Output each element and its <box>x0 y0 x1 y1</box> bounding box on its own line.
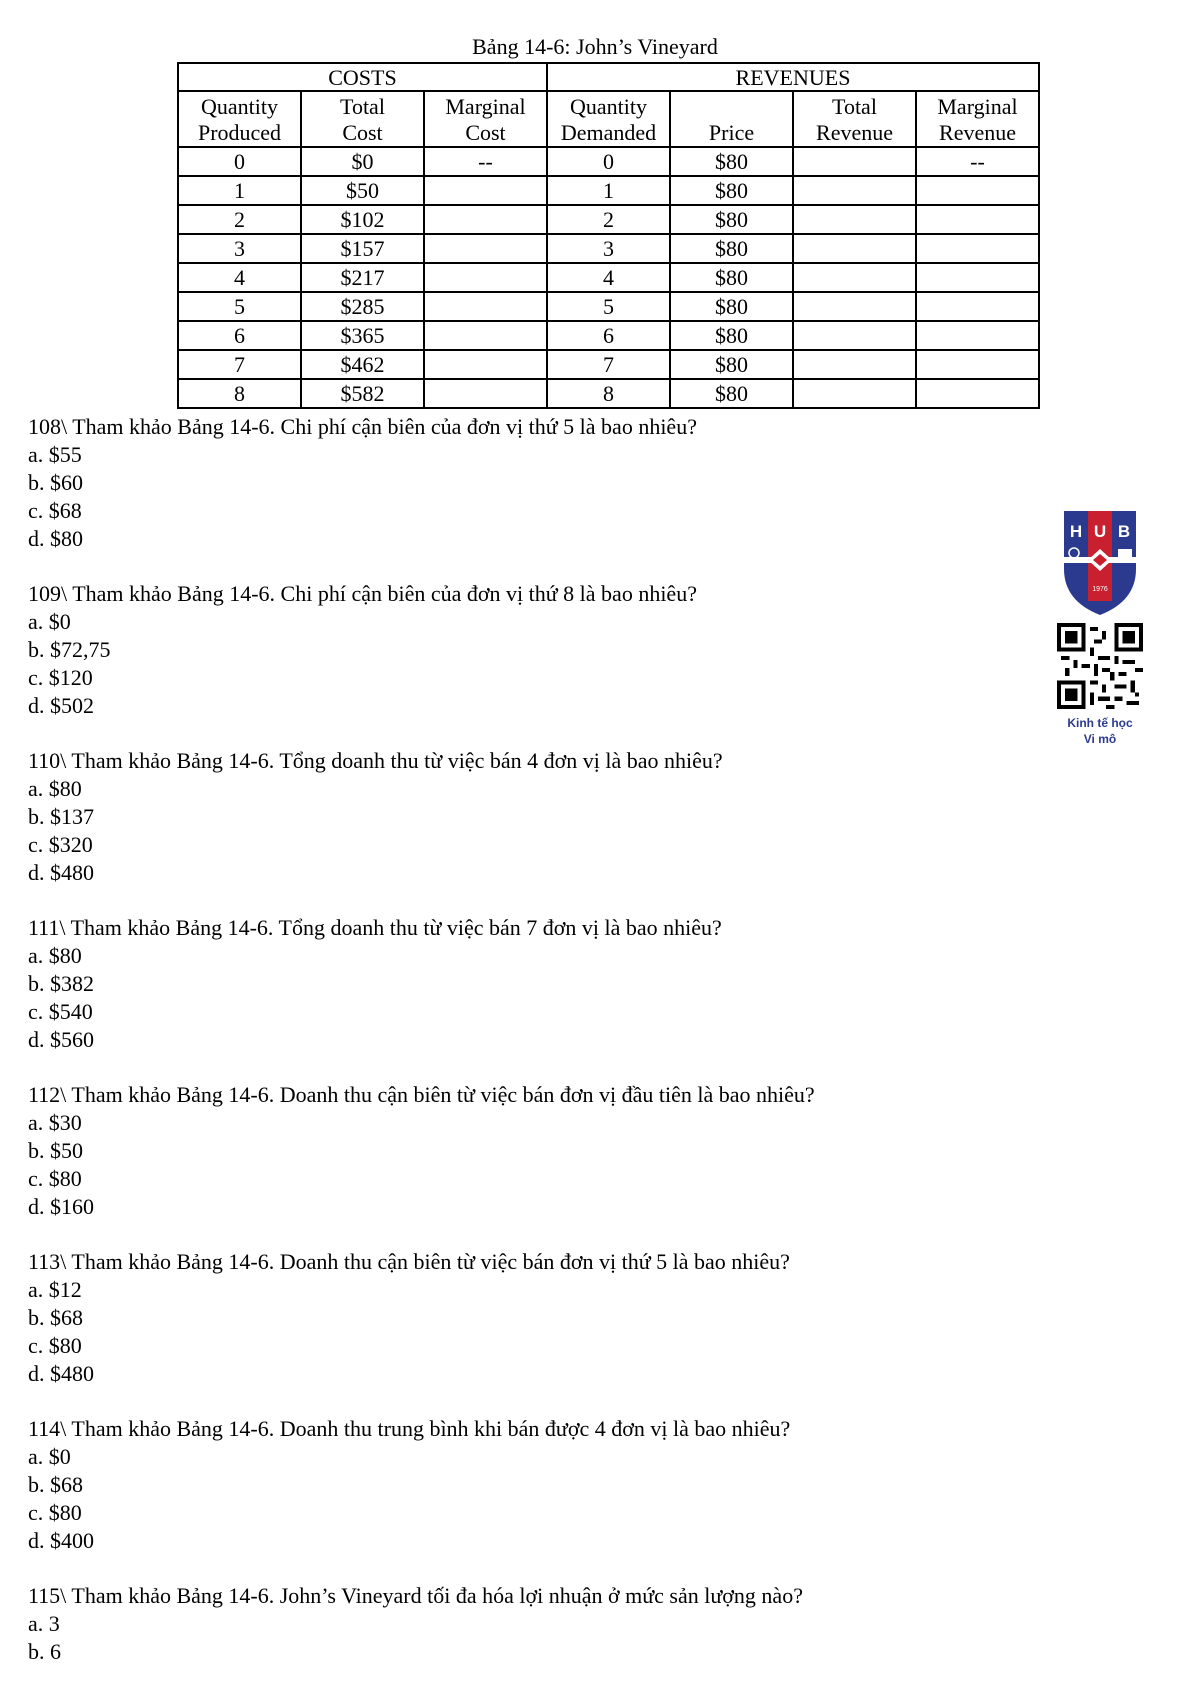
table-cell: 0 <box>178 147 301 176</box>
table-cell <box>793 379 916 408</box>
question-block <box>28 914 1028 1054</box>
table-cell: $365 <box>301 321 424 350</box>
vineyard-table <box>177 62 1040 409</box>
column-header <box>793 91 916 147</box>
course-caption-line2: Vi mô <box>1083 732 1117 746</box>
question-list <box>28 413 1028 1693</box>
svg-text:B: B <box>1117 522 1131 541</box>
svg-text:H: H <box>1069 522 1083 541</box>
question-block <box>28 1582 1028 1666</box>
table-cell: 2 <box>178 205 301 234</box>
course-caption <box>1040 715 1160 747</box>
table-cell: 8 <box>547 379 670 408</box>
table-cell: 1 <box>547 176 670 205</box>
table-cell <box>793 234 916 263</box>
table-cell: 1 <box>178 176 301 205</box>
table-row <box>178 321 1039 350</box>
answer-option: b. $60 <box>28 470 83 495</box>
answer-option: b. $72,75 <box>28 637 111 662</box>
question-text: 109\ Tham khảo Bảng 14-6. Chi phí cận biên của đơn vị thứ 8 là bao nhiêu? <box>28 581 697 606</box>
table-cell: $80 <box>670 234 793 263</box>
answer-option: b. 6 <box>28 1639 61 1664</box>
table-cell <box>793 350 916 379</box>
question-block <box>28 1248 1028 1388</box>
table-cell <box>793 147 916 176</box>
table-cell: $80 <box>670 379 793 408</box>
table-cell <box>424 321 547 350</box>
answer-option: d. $480 <box>28 1361 94 1386</box>
table-cell: 4 <box>547 263 670 292</box>
table-cell: $80 <box>670 263 793 292</box>
answer-option: c. $80 <box>28 1166 82 1191</box>
column-header-line: Revenue <box>816 120 893 145</box>
answer-option: c. $540 <box>28 999 93 1024</box>
column-header-line: Demanded <box>560 120 657 145</box>
table-cell: $285 <box>301 292 424 321</box>
answer-option: a. $55 <box>28 442 82 467</box>
column-header-line: Quantity <box>201 94 278 119</box>
table-row <box>178 205 1039 234</box>
table-cell <box>424 234 547 263</box>
table-cell <box>424 263 547 292</box>
svg-text:U: U <box>1093 522 1107 541</box>
answer-option: a. $80 <box>28 943 82 968</box>
column-header-line: Marginal <box>937 94 1018 119</box>
answer-option: c. $320 <box>28 832 93 857</box>
table-cell: $0 <box>301 147 424 176</box>
question-text: 110\ Tham khảo Bảng 14-6. Tổng doanh thu từ việc bán 4 đơn vị là bao nhiêu? <box>28 748 723 773</box>
table-cell: $102 <box>301 205 424 234</box>
table-row <box>178 176 1039 205</box>
answer-option: d. $80 <box>28 526 83 551</box>
table-row <box>178 350 1039 379</box>
table-cell <box>793 321 916 350</box>
answer-option: d. $560 <box>28 1027 94 1052</box>
table-cell <box>424 205 547 234</box>
table-cell: $80 <box>670 176 793 205</box>
costs-group-header: COSTS <box>178 63 547 91</box>
answer-option: b. $68 <box>28 1472 83 1497</box>
column-header-line: Marginal <box>445 94 526 119</box>
table-title: Bảng 14-6: John’s Vineyard <box>472 34 718 59</box>
table-cell <box>424 176 547 205</box>
course-caption-line1: Kinh tế học <box>1067 716 1133 730</box>
column-header <box>916 91 1039 147</box>
table-cell: $582 <box>301 379 424 408</box>
answer-option: c. $80 <box>28 1500 82 1525</box>
question-block <box>28 1081 1028 1221</box>
column-header-line: Produced <box>197 120 282 145</box>
table-cell: $157 <box>301 234 424 263</box>
table-row <box>178 147 1039 176</box>
answer-option: a. 3 <box>28 1611 60 1636</box>
answer-option: d. $400 <box>28 1528 94 1553</box>
table-row <box>178 263 1039 292</box>
table-cell <box>916 379 1039 408</box>
question-text: 108\ Tham khảo Bảng 14-6. Chi phí cận biên của đơn vị thứ 5 là bao nhiêu? <box>28 414 697 439</box>
table-cell: 7 <box>547 350 670 379</box>
question-text: 114\ Tham khảo Bảng 14-6. Doanh thu trung bình khi bán được 4 đơn vị là bao nhiêu? <box>28 1416 791 1441</box>
table-row <box>178 292 1039 321</box>
table-cell <box>916 205 1039 234</box>
column-header <box>178 91 301 147</box>
hub-logo-icon <box>1058 505 1142 617</box>
question-text: 111\ Tham khảo Bảng 14-6. Tổng doanh thu từ việc bán 7 đơn vị là bao nhiêu? <box>28 915 722 940</box>
answer-option: b. $382 <box>28 971 94 996</box>
table-cell: 0 <box>547 147 670 176</box>
table-cell: 2 <box>547 205 670 234</box>
table-cell: 8 <box>178 379 301 408</box>
table-cell: 5 <box>178 292 301 321</box>
answer-option: b. $68 <box>28 1305 83 1330</box>
svg-text:1976: 1976 <box>1092 586 1108 593</box>
table-cell <box>424 379 547 408</box>
table-cell <box>793 292 916 321</box>
table-cell <box>916 321 1039 350</box>
answer-option: b. $50 <box>28 1138 83 1163</box>
answer-option: c. $68 <box>28 498 82 523</box>
column-header-line: Total <box>340 94 385 119</box>
qr-code-icon <box>1057 623 1143 709</box>
table-cell: $50 <box>301 176 424 205</box>
question-block <box>28 747 1028 887</box>
table-row <box>178 234 1039 263</box>
answer-option: a. $0 <box>28 1444 71 1469</box>
table-row <box>178 379 1039 408</box>
table-cell: 5 <box>547 292 670 321</box>
column-header <box>301 91 424 147</box>
table-cell: $462 <box>301 350 424 379</box>
column-header-line: Total <box>832 94 877 119</box>
table-cell: 4 <box>178 263 301 292</box>
table-cell: $80 <box>670 350 793 379</box>
column-header-line: Quantity <box>570 94 647 119</box>
table-cell: 6 <box>178 321 301 350</box>
table-cell <box>793 263 916 292</box>
table-cell: $80 <box>670 147 793 176</box>
answer-option: d. $160 <box>28 1194 94 1219</box>
answer-option: a. $12 <box>28 1277 82 1302</box>
table-cell: 6 <box>547 321 670 350</box>
column-header <box>670 91 793 147</box>
table-cell: -- <box>916 147 1039 176</box>
table-cell: 3 <box>178 234 301 263</box>
answer-option: c. $80 <box>28 1333 82 1358</box>
answer-option: d. $502 <box>28 693 94 718</box>
table-cell: 3 <box>547 234 670 263</box>
table-cell: 7 <box>178 350 301 379</box>
column-header <box>547 91 670 147</box>
question-text: 115\ Tham khảo Bảng 14-6. John’s Vineyard tối đa hóa lợi nhuận ở mức sản lượng nào? <box>28 1583 803 1608</box>
table-cell <box>916 234 1039 263</box>
answer-option: c. $120 <box>28 665 93 690</box>
table-cell <box>793 176 916 205</box>
table-cell <box>793 205 916 234</box>
table-cell: $217 <box>301 263 424 292</box>
answer-option: b. $137 <box>28 804 94 829</box>
column-header-line: Cost <box>342 120 383 145</box>
question-block <box>28 580 1028 720</box>
column-header-line: Cost <box>465 120 506 145</box>
question-text: 113\ Tham khảo Bảng 14-6. Doanh thu cận biên từ việc bán đơn vị thứ 5 là bao nhiêu? <box>28 1249 790 1274</box>
table-cell <box>916 176 1039 205</box>
revenues-group-header: REVENUES <box>547 63 1039 91</box>
table-cell: $80 <box>670 321 793 350</box>
table-cell <box>916 292 1039 321</box>
answer-option: d. $480 <box>28 860 94 885</box>
table-cell <box>916 263 1039 292</box>
answer-option: a. $30 <box>28 1110 82 1135</box>
column-header-line: Price <box>708 120 755 145</box>
table-cell <box>424 292 547 321</box>
branding-panel <box>1040 505 1160 747</box>
column-header-line: Revenue <box>939 120 1016 145</box>
table-cell: -- <box>424 147 547 176</box>
table-cell <box>916 350 1039 379</box>
question-block <box>28 413 1028 553</box>
table-cell: $80 <box>670 205 793 234</box>
table-cell: $80 <box>670 292 793 321</box>
answer-option: a. $80 <box>28 776 82 801</box>
answer-option: a. $0 <box>28 609 71 634</box>
table-cell <box>424 350 547 379</box>
column-header <box>424 91 547 147</box>
question-block <box>28 1415 1028 1555</box>
question-text: 112\ Tham khảo Bảng 14-6. Doanh thu cận biên từ việc bán đơn vị đầu tiên là bao nhiêu? <box>28 1082 815 1107</box>
